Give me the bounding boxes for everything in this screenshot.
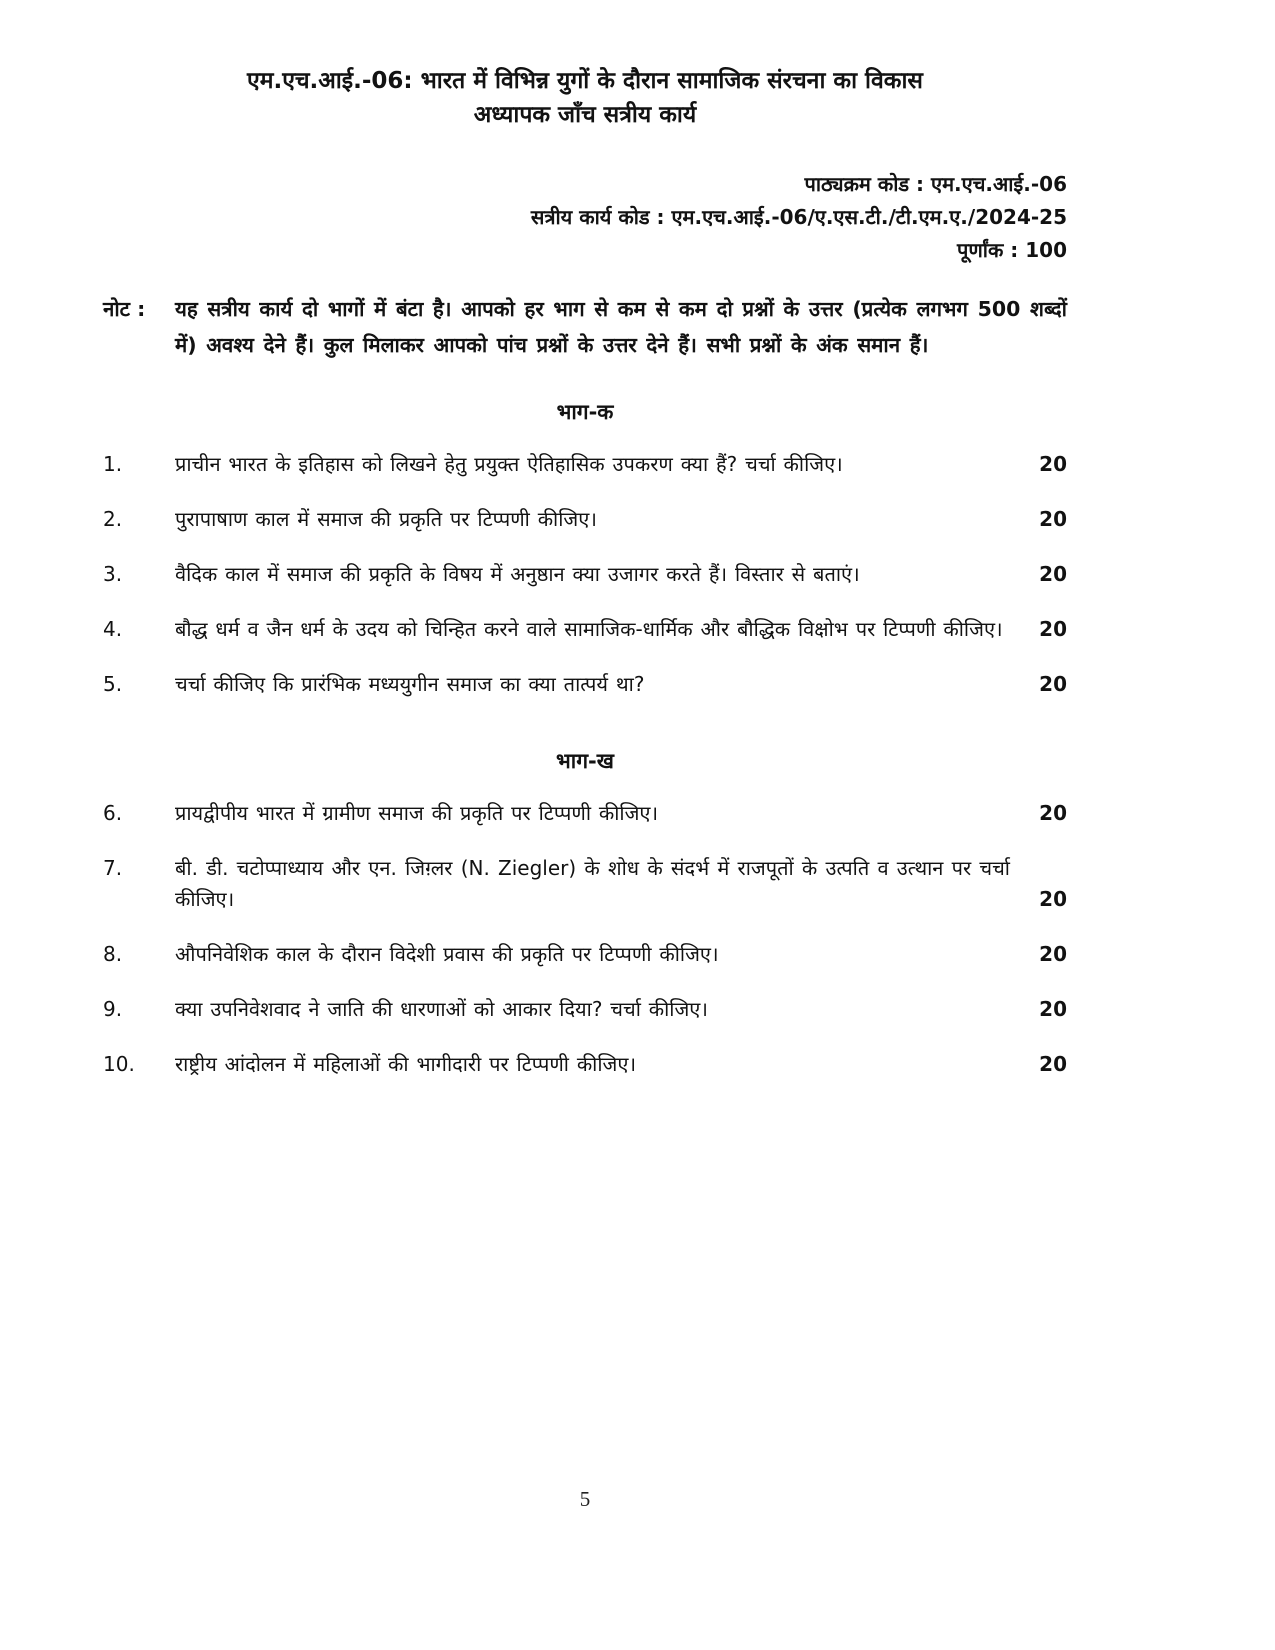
- question-number: 1.: [103, 452, 123, 476]
- question-number: 2.: [103, 507, 123, 531]
- question-list-part-b: [103, 798, 1067, 1080]
- question-text: वैदिक काल में समाज की प्रकृति के विषय में अनुष्ठान क्या उजागर करते हैं। विस्तार से बताएं।: [175, 562, 860, 586]
- question-number: 6.: [103, 801, 123, 825]
- question-row: [103, 669, 1067, 700]
- question-row: [103, 798, 1067, 829]
- page-subtitle: अध्यापक जाँच सत्रीय कार्य: [473, 102, 697, 128]
- question-text: बौद्ध धर्म व जैन धर्म के उदय को चिन्हित करने वाले सामाजिक-धार्मिक और बौद्धिक विक्षोभ पर टिप्पणी कीजिए।: [175, 617, 1003, 641]
- page-content: [103, 0, 1067, 1080]
- question-number: 4.: [103, 617, 123, 641]
- question-number: 3.: [103, 562, 123, 586]
- question-row: [103, 853, 1067, 915]
- question-text: प्राचीन भारत के इतिहास को लिखने हेतु प्रयुक्त ऐतिहासिक उपकरण क्या हैं? चर्चा कीजिए।: [175, 452, 843, 476]
- question-row: [103, 1049, 1067, 1080]
- section-heading-part-b: भाग-ख: [556, 749, 614, 773]
- question-marks: 20: [1039, 507, 1067, 531]
- question-marks: 20: [1039, 452, 1067, 476]
- question-marks: 20: [1039, 672, 1067, 696]
- course-code-line: पाठ्यक्रम कोड : एम.एच.आई.-06: [804, 172, 1067, 196]
- question-text: राष्ट्रीय आंदोलन में महिलाओं की भागीदारी पर टिप्पणी कीजिए।: [175, 1052, 637, 1076]
- question-number: 8.: [103, 942, 123, 966]
- question-text: प्रायद्वीपीय भारत में ग्रामीण समाज की प्रकृति पर टिप्पणी कीजिए।: [175, 801, 659, 825]
- max-marks-line: पूर्णांक : 100: [956, 238, 1067, 262]
- section-heading-part-a: भाग-क: [556, 400, 614, 424]
- question-text: चर्चा कीजिए कि प्रारंभिक मध्ययुगीन समाज का क्या तात्पर्य था?: [175, 672, 645, 696]
- codes-block: [103, 168, 1067, 267]
- question-text: क्या उपनिवेशवाद ने जाति की धारणाओं को आकार दिया? चर्चा कीजिए।: [175, 997, 708, 1021]
- question-number: 9.: [103, 997, 123, 1021]
- question-row: [103, 614, 1067, 645]
- question-marks: 20: [1039, 801, 1067, 825]
- question-row: [103, 994, 1067, 1025]
- question-text: औपनिवेशिक काल के दौरान विदेशी प्रवास की प्रकृति पर टिप्पणी कीजिए।: [175, 942, 719, 966]
- question-number: 5.: [103, 672, 123, 696]
- question-marks: 20: [1039, 942, 1067, 966]
- question-list-part-a: [103, 449, 1067, 700]
- note-text: यह सत्रीय कार्य दो भागों में बंटा है। आपको हर भाग से कम से कम दो प्रश्नों के उत्तर (प्रत्येक लगभग 500 शब्दों में) अवश्य देने हैं। कुल मिलाकर आपको पांच प्रश्नों के उत्तर देने हैं। सभी प्रश्नों के अंक समान हैं।: [175, 297, 1067, 357]
- question-text: पुरापाषाण काल में समाज की प्रकृति पर टिप्पणी कीजिए।: [175, 507, 597, 531]
- assignment-code-line: सत्रीय कार्य कोड : एम.एच.आई.-06/ए.एस.टी./टी.एम.ए./2024-25: [530, 205, 1067, 229]
- page-number: 5: [579, 1487, 591, 1511]
- question-row: [103, 449, 1067, 480]
- question-row: [103, 559, 1067, 590]
- question-marks: 20: [1039, 997, 1067, 1021]
- question-text: बी. डी. चटोप्पाध्याय और एन. जिग़्लर (N. Ziegler) के शोध के संदर्भ में राजपूतों के उत्पति व उत्थान पर चर्चा कीजिए।: [175, 856, 1010, 911]
- question-marks: 20: [1039, 1052, 1067, 1076]
- note-label: नोट :: [103, 297, 146, 321]
- question-marks: 20: [1039, 887, 1067, 911]
- question-marks: 20: [1039, 617, 1067, 641]
- note-block: [103, 291, 1067, 363]
- question-row: [103, 939, 1067, 970]
- page-title: एम.एच.आई.-06: भारत में विभिन्न युगों के दौरान सामाजिक संरचना का विकास: [247, 68, 923, 94]
- question-number: 10.: [103, 1052, 135, 1076]
- question-number: 7.: [103, 856, 123, 880]
- title-block: [103, 0, 1067, 132]
- question-row: [103, 504, 1067, 535]
- question-marks: 20: [1039, 562, 1067, 586]
